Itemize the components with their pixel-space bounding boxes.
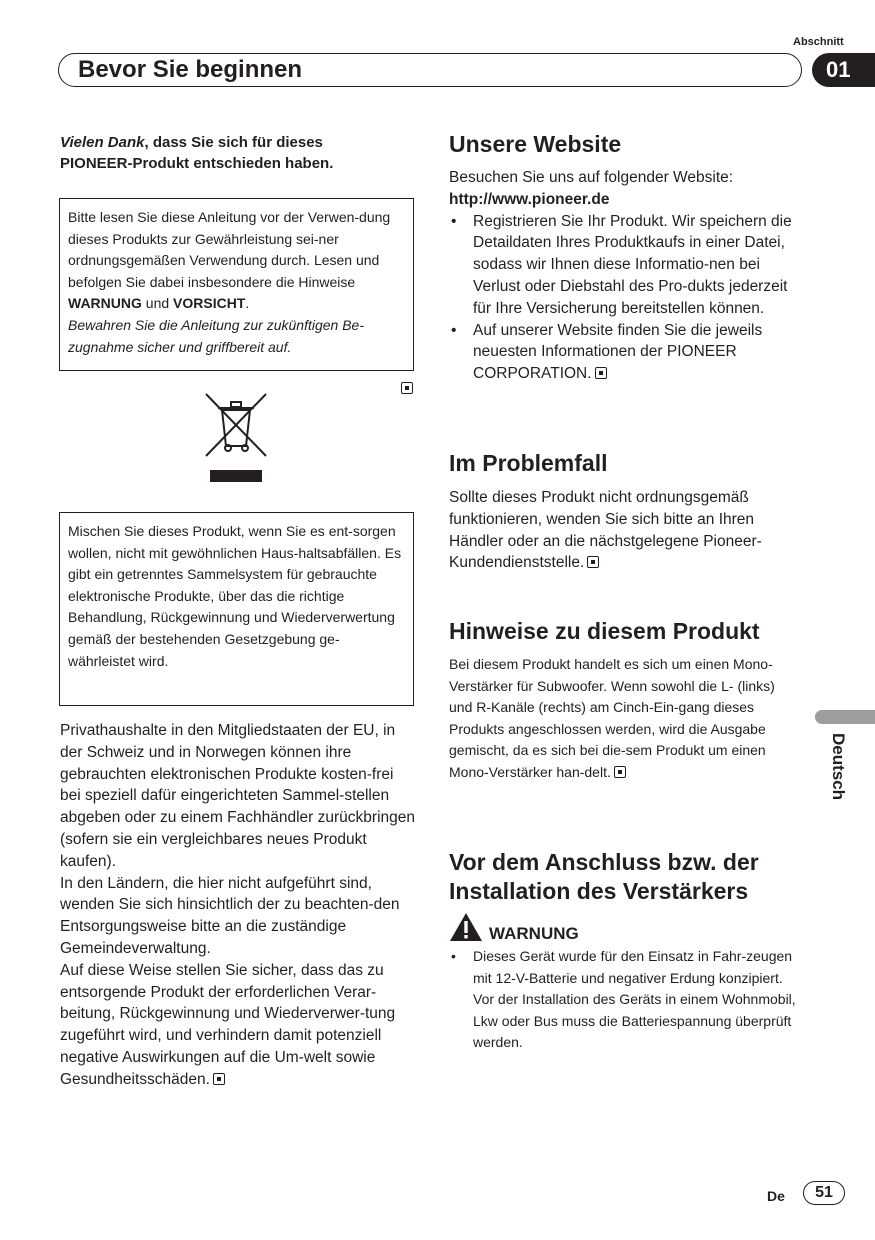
problem-text: Sollte dieses Produkt nicht ordnungsgemäß funktionieren, wenden Sie sich bitte an Ihren Händler oder an die nächstgelegene Pioneer-Kundendienststelle. (449, 489, 762, 572)
website-bullets (449, 211, 809, 385)
notice-vorsicht: VORSICHT (173, 295, 246, 312)
end-mark-icon (587, 556, 599, 568)
notice-und: und (141, 295, 174, 312)
product-heading: Hinweise zu diesem Produkt (449, 618, 760, 644)
end-mark-icon (213, 1073, 225, 1085)
disposal-para-1: Privathaushalte in den Mitgliedstaaten der EU, in der Schweiz und in Norwegen können ihre gebrauchten elektronischen Produkte kosten-frei bei speziell dafür eingerichteten Sammel-stellen abgeben oder zu einem Fachhändler zurückbringen (sofern sie ein vergleichbares neues Produkt kaufen). (60, 722, 416, 870)
list-item-text: Auf unserer Website finden Sie die jeweils neuesten Informationen der PIONEER CORPORATION. (473, 321, 763, 383)
product-text-wrap (449, 654, 801, 784)
section-label: Abschnitt (793, 36, 844, 48)
list-item: • Registrieren Sie Ihr Produkt. Wir speichern die Detaildaten Ihres Produktkaufs in einer Datei, sodass wir Ihnen diese Informatio-nen bei Verlust oder Diebstahl des Pro-dukts jederzeit für Ihre Versicherung bereitstellen können. (449, 211, 809, 320)
notice-italic: Bewahren Sie die Anleitung zur zukünftigen Be-zugnahme sicher und griffbereit auf. (68, 316, 364, 355)
product-text: Bei diesem Produkt handelt es sich um einen Mono-Verstärker für Subwoofer. Wenn sowohl die L- (links) und R-Kanäle (rechts) am Cinch-Ein-gang dieses Produkts angeschlossen werden, wird die Ausgabe gemischt, da es sich bei die-sem Produkt um einen Mono-Verstärker han-delt. (449, 656, 775, 780)
notice-period: . (245, 295, 250, 312)
install-heading-line2: Installation des Verstärkers (449, 878, 749, 904)
list-item (449, 320, 809, 385)
disposal-para-2: In den Ländern, die hier nicht aufgeführt sind, wenden Sie sich hinsichtlich der zu beachten-den Entsorgungsweise bitte an die zuständige Gemeindeverwaltung. (60, 874, 400, 957)
language-code: De (767, 1188, 785, 1204)
language-tab (815, 710, 875, 724)
disposal-notice: Mischen Sie dieses Produkt, wenn Sie es ent-sorgen wollen, nicht mit gewöhnlichen Haus-haltsabfällen. Es gibt ein getrenntes Sammelsystem für gebrauchte elektronische Produkte, über das die richtige Behandlung, Rückgewinnung und Wiederverwertung gemäß der bestehenden Gesetzgebung ge-währleistet wird. (59, 512, 414, 706)
read-manual-notice (59, 198, 414, 371)
disposal-para-3-wrap (60, 960, 415, 1091)
website-intro: Besuchen Sie uns auf folgender Website: (449, 169, 734, 186)
section-number-badge: 01 (812, 53, 875, 87)
disposal-info (60, 720, 415, 1091)
install-heading (449, 848, 809, 906)
weee-crossed-bin-icon (204, 392, 268, 484)
thanks-italic: Vielen Dank (60, 134, 145, 151)
warning-label: WARNUNG (489, 924, 579, 943)
install-heading-line1: Vor dem Anschluss bzw. der (449, 849, 759, 875)
problem-heading: Im Problemfall (449, 450, 608, 476)
end-mark-icon (595, 367, 607, 379)
language-label: Deutsch (829, 733, 848, 801)
website-heading: Unsere Website (449, 131, 622, 157)
page-number: 51 (803, 1181, 845, 1205)
disposal-para-3: Auf diese Weise stellen Sie sicher, dass das zu entsorgende Produkt der erforderlichen Verar-beitung, Rückgewinnung und Wiederverwer-tung zugeführt wird, und verhindern damit potenziell negative Auswirkungen auf die Um-welt sowie Gesundheitsschäden. (60, 961, 396, 1088)
warning-triangle-icon (449, 912, 483, 942)
page-title: Bevor Sie beginnen (78, 56, 303, 83)
website-url[interactable]: http://www.pioneer.de (449, 190, 610, 208)
website-section (449, 167, 809, 385)
thanks-line2: PIONEER-Produkt entschieden haben. (60, 155, 334, 172)
notice-warnung: WARNUNG (68, 295, 142, 312)
list-item: • Dieses Gerät wurde für den Einsatz in Fahr-zeugen mit 12-V-Batterie und negativer Erdung konzipiert. Vor der Installation des Geräts in einem Wohnmobil, Lkw oder Bus muss die Batteriespannung überprüft werden. (449, 946, 801, 1054)
end-mark-icon (614, 766, 626, 778)
end-mark-icon (401, 382, 413, 394)
problem-text-wrap (449, 487, 809, 574)
thanks-rest: , dass Sie sich für dieses (144, 134, 323, 151)
thanks-heading (60, 132, 415, 174)
notice-text: Bitte lesen Sie diese Anleitung vor der Verwen-dung dieses Produkts zur Gewährleistung sei-ner ordnungsgemäßen Verwendung durch. Lesen und befolgen Sie dabei insbesondere die Hinweise (68, 209, 391, 290)
install-bullets (449, 946, 801, 1054)
